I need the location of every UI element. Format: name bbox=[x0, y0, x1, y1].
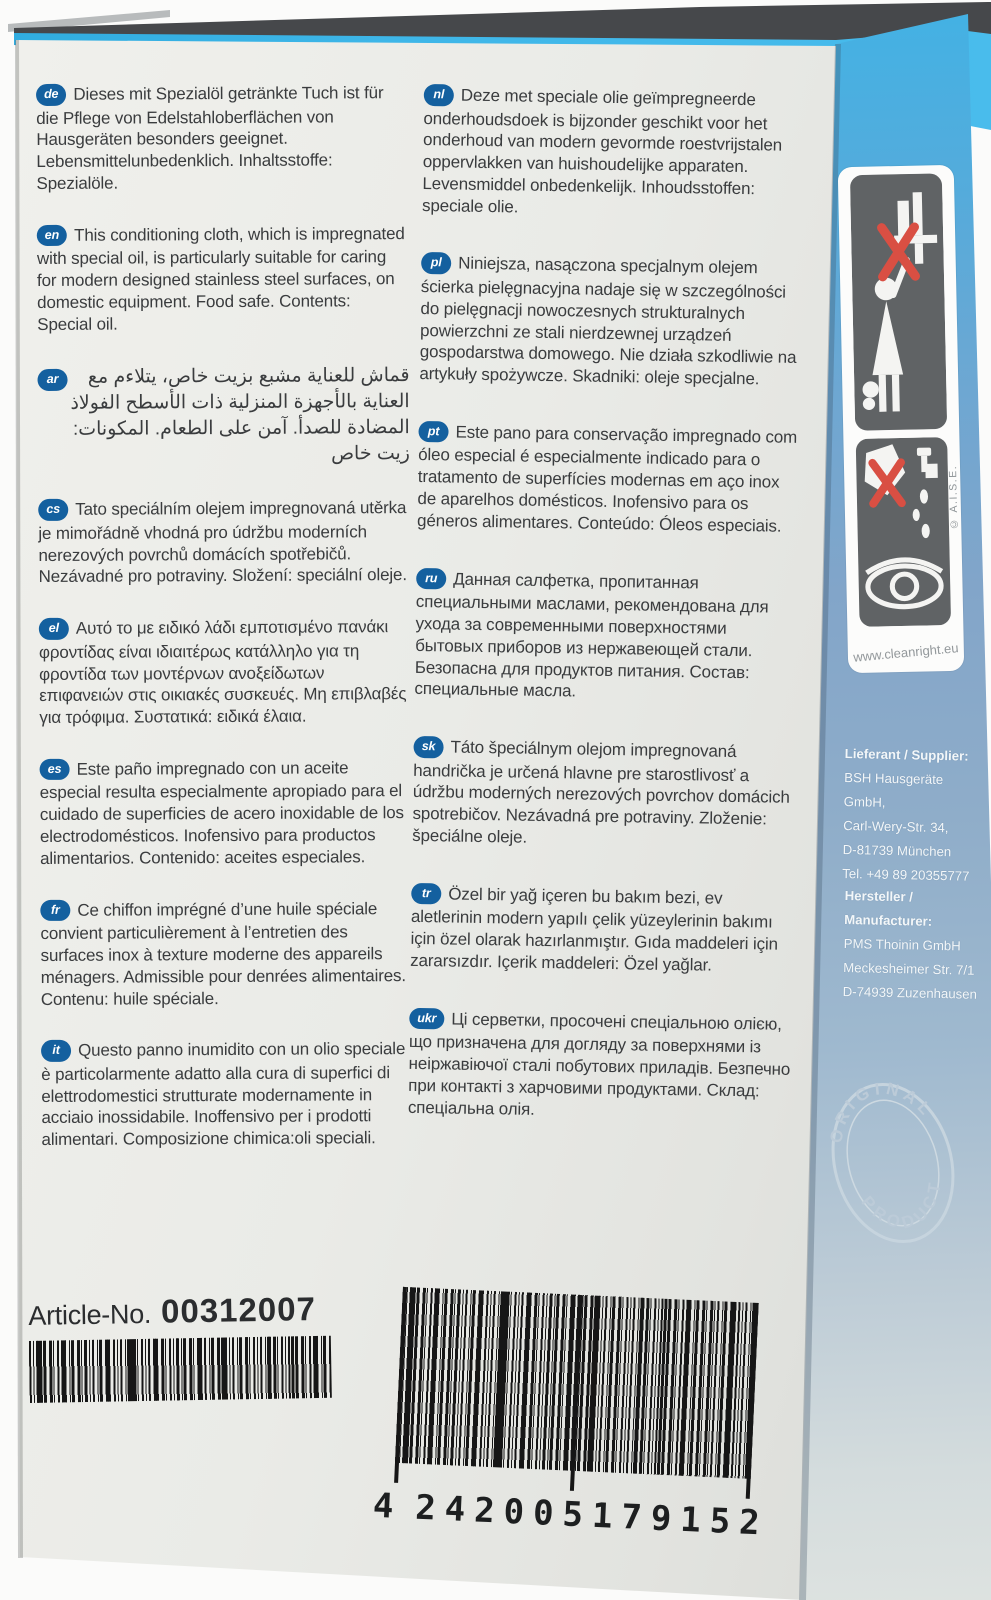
lang-block-ukr bbox=[408, 1008, 792, 1125]
lang-block-sk bbox=[412, 736, 796, 853]
ean-group-2: 179152 bbox=[591, 1495, 770, 1544]
stamp-text-bottom: PRODUCT bbox=[857, 1176, 946, 1233]
lang-text-cs: Tato speciálním olejem impregnovaná utěrka je mimořádně vhodná pro údržbu moderních nerezových povrchů domácích spotřebičů. Nezávadné pro potraviny. Složení: speciální oleje. bbox=[38, 498, 407, 587]
lang-text-nl: Deze met speciale olie geïmpregneerde onderhoudsdoek is bijzonder geschikt voor het onderhoud van modern gevormde roestvrijstalen oppervlakken van huishoudelijke apparaten. Levensmiddel onbedenkelijk. Inhoudsstoffen: speciale olie. bbox=[421, 85, 783, 217]
lang-text-fr: Ce chiffon imprégné d’une huile spéciale convient particulièrement à l’entretien des surfaces inox à texture moderne des appareils ménagers. Admissible pour denrées alimentaires. Contenu: huile spéciale. bbox=[40, 898, 406, 1009]
ean-barcode-block bbox=[372, 1286, 778, 1544]
aise-copyright: © A.I.S.E. bbox=[946, 464, 961, 530]
lang-badge-cs: cs bbox=[38, 499, 68, 521]
lang-text-es: Este paño impregnado con un aceite especial resulta especialmente apropiado para el cuidado de superficies de acero inoxidable de los electrodomésticos. Inofensivo para productos alimentarios. Contenido: aceites especiales. bbox=[39, 758, 404, 868]
manufacturer-line: PMS Thoinin GmbH bbox=[843, 935, 961, 954]
lang-badge-it: it bbox=[41, 1040, 71, 1062]
ean-barcode bbox=[394, 1287, 759, 1499]
supplier-label: Lieferant / Supplier: bbox=[844, 745, 969, 764]
safety-pictogram-card bbox=[838, 165, 965, 673]
article-number-block bbox=[28, 1290, 332, 1403]
article-barcode bbox=[29, 1336, 332, 1403]
cleanright-url: www.cleanright.eu bbox=[852, 640, 960, 665]
lang-block-cs bbox=[38, 497, 410, 588]
lang-badge-pt: pt bbox=[418, 421, 448, 443]
manufacturer-info bbox=[842, 884, 984, 1007]
lang-text-it: Questo panno inumidito con un olio speciale è particolarmente adatto alla cura di superfici di elettrodomestici strutturate modernamente in acciaio inossidabile. Inoffensivo per i prodotti alimentari. Composizione chimica:oli speciali. bbox=[41, 1039, 406, 1150]
lang-text-sk: Táto špeciálnym olejom impregnovaná handrička je určená hlavne pre starostlivosť a údržbu moderných nerezových povrchov domácich spotrebičov. Nezávadná pre potraviny. Zloženie: špeciálne oleje. bbox=[412, 737, 790, 847]
lang-text-en: This conditioning cloth, which is impregnated with special oil, is particularly suitable for caring for modern designed stainless steel surfaces, on domestic equipment. Food safe. Contents: Special oil. bbox=[36, 223, 405, 334]
left-text-column bbox=[36, 82, 414, 1181]
article-label: Article-No. bbox=[28, 1298, 152, 1331]
lang-badge-sk: sk bbox=[413, 736, 443, 758]
lang-badge-tr: tr bbox=[411, 883, 441, 905]
lang-badge-ukr: ukr bbox=[409, 1008, 444, 1030]
right-text-column bbox=[407, 84, 806, 1160]
manufacturer-line: Meckesheimer Str. 7/1 bbox=[843, 959, 975, 978]
lang-block-ru bbox=[414, 568, 798, 706]
lang-block-ar bbox=[37, 363, 410, 469]
lang-text-ru: Данная салфетка, пропитанная специальными маслами, рекомендована для ухода за современными поверхностями бытовых приборов из нержавеющей стали. Безопасна для продуктов питания. Состав: специальные масла. bbox=[414, 569, 769, 701]
lang-badge-es: es bbox=[40, 759, 70, 781]
original-product-stamp bbox=[818, 1058, 968, 1273]
lang-block-el bbox=[39, 616, 412, 729]
lang-badge-nl: nl bbox=[424, 84, 454, 106]
lang-badge-fr: fr bbox=[40, 899, 70, 921]
svg-text:PRODUCT bbox=[855, 1172, 956, 1243]
lang-block-nl bbox=[422, 84, 806, 222]
manufacturer-label: Hersteller / Manufacturer: bbox=[844, 887, 933, 929]
keep-out-of-reach-of-children-icon bbox=[850, 173, 947, 431]
lang-text-ar: قماش للعناية مشبع بزيت خاص، يتلاءم مع العناية بالأجهزة المنزلية ذات الأسطح الفولاذ المضادة للصدأ. آمن على الطعام. المكونات: زيت خاص bbox=[70, 365, 410, 465]
lang-text-de: Dieses mit Spezialöl getränkte Tuch ist für die Pflege von Edelstahloberflächen von Hausgeräten besonders geeignet. Lebensmittelunbedenklich. Inhaltsstoffe: Spezialöle. bbox=[36, 83, 384, 193]
lang-text-pt: Este pano para conservação impregnado com óleo especial é especialmente indicado para o tratamento de superfícies modernas em aço inox de aparelhos domésticos. Inofensivo para os géneros alimentares. Conteúdo: Óleos especiais. bbox=[416, 422, 798, 536]
lang-text-pl: Niniejsza, nasączona specjalnym olejem ścierka pielęgnacyjna nadaje się w szczególności do pielęgnacji nowoczesnych strukturalnych powierzchni ze stali nierdzewnej urządzeń gospodarstwa domowego. Nie działa szkodliwie na artykuły spożywcze. Skadniki: oleje specjalne. bbox=[419, 254, 797, 389]
lang-block-fr bbox=[40, 898, 413, 1011]
supplier-line: Carl-Wery-Str. 34, bbox=[843, 817, 949, 836]
lang-badge-ar: ar bbox=[37, 369, 67, 391]
lang-text-el: Αυτό το με ειδικό λάδι εμποτισμένο πανάκι φροντίδας είναι ιδιαιτέρως κατάλληλο για τη φροντίδα των μοντέρνων ανοξείδωτων επιφανειών στις οικιακές συσκευές. Μη επιβλαβές για τρόφιμα. Συστατικά: ειδικά έλαια. bbox=[38, 617, 407, 728]
supplier-line: BSH Hausgeräte GmbH, bbox=[843, 769, 944, 810]
lang-text-tr: Özel bir yağ içeren bu bakım bezi, ev aletlerinin modern yapılı çelik yüzeylerinin bakımı için özel olarak hazırlanmıştır. Gıda maddeleri için zararsızdır. Içerik maddeleri: Özel yağlar. bbox=[410, 884, 778, 975]
avoid-contact-with-eyes-icon bbox=[855, 437, 951, 627]
supplier-line: D-81739 München bbox=[842, 841, 952, 860]
lang-badge-pl: pl bbox=[421, 252, 451, 274]
lang-block-de bbox=[36, 82, 409, 195]
lang-badge-de: de bbox=[36, 84, 66, 106]
svg-text:ORIGINAL bbox=[818, 1065, 940, 1150]
lang-block-en bbox=[37, 223, 410, 336]
article-number: 00312007 bbox=[160, 1289, 317, 1330]
lang-badge-en: en bbox=[37, 225, 67, 247]
lang-block-es bbox=[40, 757, 413, 870]
lang-text-ukr: Ці серветки, просочені спеціальною олією, що призначена для догляду за поверхнями із неіржавіючої сталі побутових приладів. Безпечно при контакті з харчовими продуктами. Склад: спеціальна олія. bbox=[407, 1009, 791, 1119]
manufacturer-line: D-74939 Zuzenhausen bbox=[842, 983, 978, 1002]
lang-badge-el: el bbox=[39, 618, 69, 640]
supplier-info bbox=[842, 742, 985, 889]
lang-block-tr bbox=[410, 883, 793, 978]
lang-badge-ru: ru bbox=[416, 568, 446, 590]
lang-block-it bbox=[41, 1038, 414, 1151]
supplier-line: Tel. +49 89 20355777 bbox=[842, 865, 970, 884]
stamp-text-top: ORIGINAL bbox=[826, 1078, 938, 1145]
lang-block-pl bbox=[419, 252, 803, 390]
ean-group-1: 242005 bbox=[414, 1487, 593, 1536]
ean-lead-digit: 4 bbox=[372, 1485, 395, 1527]
lang-block-pt bbox=[417, 421, 801, 538]
